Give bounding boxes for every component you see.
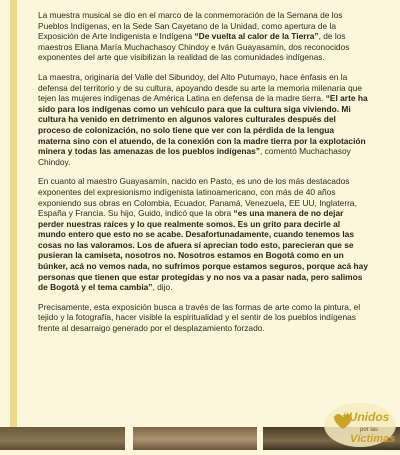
paragraph-4	[38, 302, 368, 334]
accent-bar	[10, 0, 17, 450]
text-segment: , de los maestros Eliana María Muchachasoy Chindoy e Iván Guayasamín, dos reconocidos exponentes del arte que visibilizan la realidad de las comunidades indígenas.	[38, 31, 350, 63]
text-segment: , dijo.	[152, 282, 173, 293]
text-segment: La maestra, originaria del Valle del Sibundoy, del Alto Putumayo, hace énfasis en la defensa del territorio y de su cultura, apoyando desde su arte la memoria milenaria que tejen las mujeres indígenas de América Latina en defensa de la madre tierra.	[38, 71, 363, 104]
event-photo	[133, 427, 257, 450]
logo-line3: Víctimas	[350, 433, 396, 445]
text-segment: La muestra musical se dio en el marco de la conmemoración de la Semana de los Pueblos Indígenas, en la Sede San Cayetano de la Unidad, como apertura de la Exposición de Arte Indigenista e Indígena	[38, 10, 343, 42]
unidos-por-las-victimas-logo	[320, 395, 400, 450]
logo-line2: por las	[360, 427, 379, 433]
quote-muchachasoy: “El arte ha sido para los indígenas como un vehículo para que la cultura siga viviendo. Mi cultura ha venido en detrimento en algunos valores culturales después del proceso de colonización, no solo tiene que ver con la pérdida de la lengua materna sino con el atuendo, de la conexión con la madre tierra por la explotación minera y todas las amenazas de los pueblos indígenas”	[38, 93, 368, 157]
article-body	[38, 10, 368, 343]
paragraph-3	[38, 176, 368, 293]
paragraph-2	[38, 72, 368, 167]
heart-hands-icon	[320, 395, 400, 450]
text-segment: Precisamente, esta exposición busca a través de las formas de arte como la pintura, el tejido y la fotografía, hacer visible la espiritualidad y el sentir de los pueblos indígenas frente al desarraigo generado por el desplazamiento forzado.	[38, 301, 361, 334]
text-segment: , comentó Muchachasoy Chindoy.	[38, 146, 351, 167]
event-photo	[0, 427, 125, 450]
quote-guayasamin: “es una manera de no dejar perder nuestras raíces y lo que realmente somos. Es un grito para decirle al mundo entero que esto no se acabe. Desafortunadamente, cuando tenemos las cosas no las valoramos. Los de afuera sí aprecian todo esto, parecieran que se pusieran la camiseta, nosotros no. Nosotros estamos en Bogotá como en un búnker, acá no vemos nada, no sufrimos porque estamos seguros, porque acá hay personas que tienen que estar protegidas y no nos va a pasar nada, pero salimos de Bogotá y el tema cambia”	[38, 208, 368, 293]
text-segment: En cuanto al maestro Guayasamín, nacido en Pasto, es uno de los más destacados exponentes del expresionismo indígenista latinoamericano, con más de 40 años exponiendo sus obras en Colombia, Ecuador, Panamá, Venezuela, EE UU, Inglaterra, España y Francia. Su hijo, Guido, indicó que la obra	[38, 176, 357, 219]
exhibition-title: “De vuelta al calor de la Tierra”	[194, 31, 319, 42]
logo-line1: #Unidos	[342, 410, 390, 424]
paragraph-1	[38, 10, 368, 63]
